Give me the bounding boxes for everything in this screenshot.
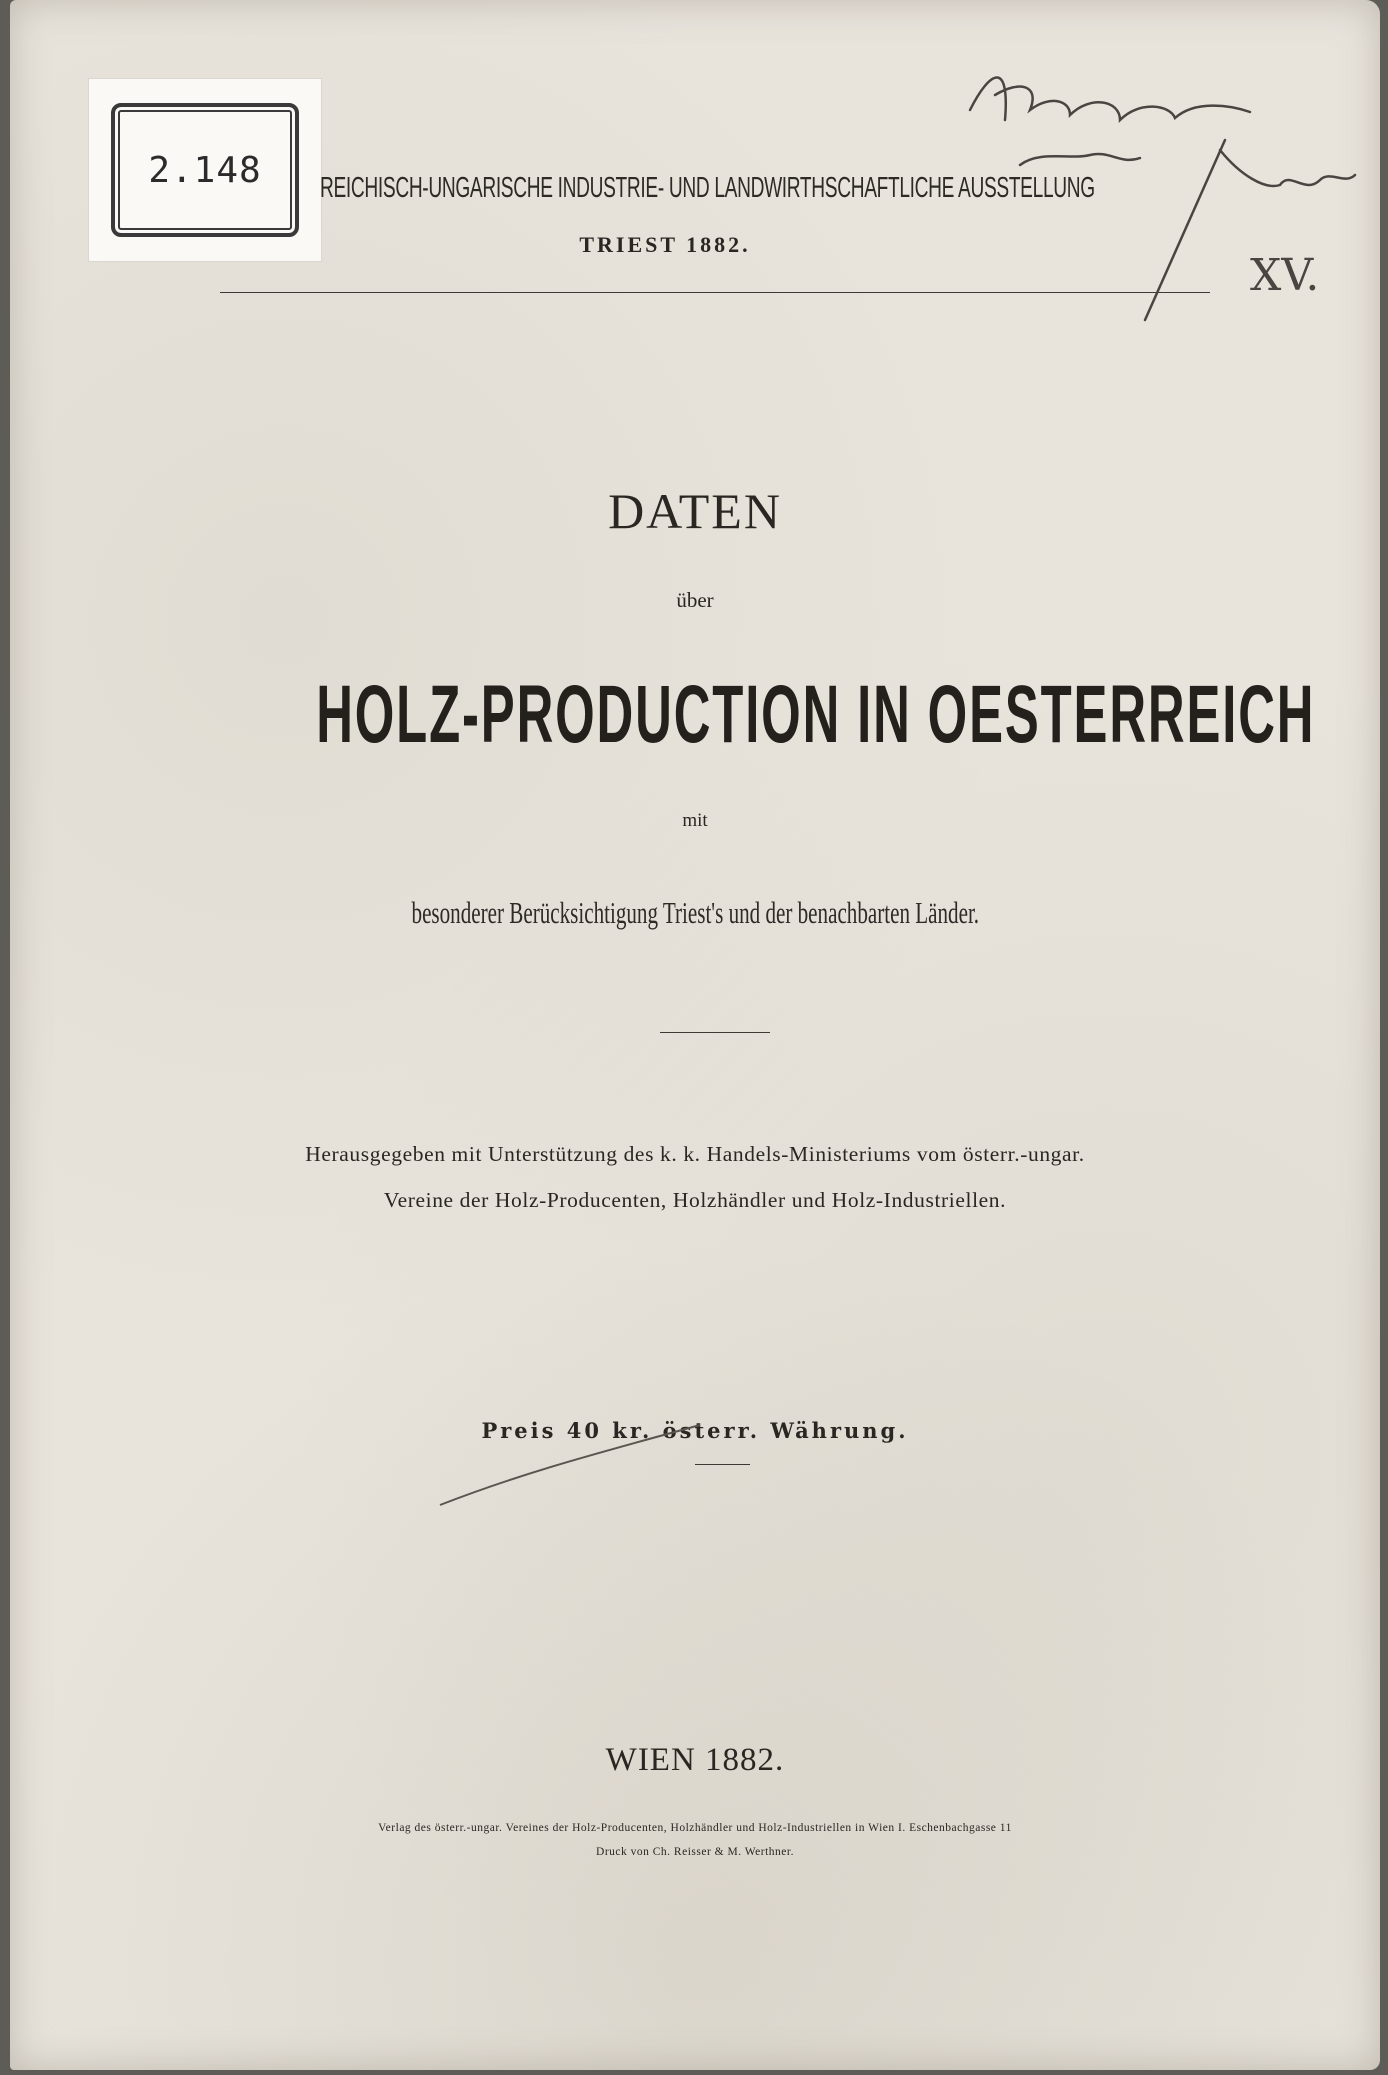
exhibition-name: REICHISCH-UNGARISCHE INDUSTRIE- UND LANDWIRTHSCHAFTLICHE AUSSTELLUNG: [320, 172, 1095, 204]
main-title-wrap: [10, 668, 1380, 762]
handwritten-note: XV.: [1250, 250, 1320, 301]
label-frame: [111, 103, 299, 237]
subtitle-wrap: [10, 895, 1380, 931]
title-daten: DATEN: [608, 483, 782, 539]
title-mit: mit: [682, 810, 708, 831]
place-year: WIEN 1882.: [605, 1742, 785, 1778]
shelf-number: 2.148: [148, 149, 262, 191]
imprint-line-1: Verlag des österr.-ungar. Vereines der Holz-Producenten, Holzhändler und Holz-Industriellen in Wien I. Eschenbachgasse 11: [378, 1822, 1012, 1834]
title-divider: [660, 1032, 770, 1033]
main-title: HOLZ-PRODUCTION IN OESTERREICH: [316, 669, 1316, 760]
handwritten-signature: Bukow: [1050, 120, 1054, 121]
publisher-line-2: Vereine der Holz-Producenten, Holzhändler und Holz-Industriellen.: [383, 1188, 1007, 1212]
publisher-line-1: Herausgegeben mit Unterstützung des k. k. Handels-Ministeriums vom österr.-ungar.: [305, 1142, 1085, 1166]
header-rule: [220, 292, 1210, 293]
exhibition-city-year: TRIEST 1882.: [579, 232, 751, 257]
title-uber: über: [676, 588, 714, 612]
price: Preis 40 kr. österr. Währung.: [481, 1418, 909, 1443]
book-cover: [10, 0, 1380, 2070]
subtitle: besonderer Berücksichtigung Triest's und der benachbarten Länder.: [411, 895, 979, 930]
imprint-line-2: Druck von Ch. Reisser & M. Werthner.: [596, 1846, 794, 1858]
price-divider: [695, 1464, 750, 1465]
